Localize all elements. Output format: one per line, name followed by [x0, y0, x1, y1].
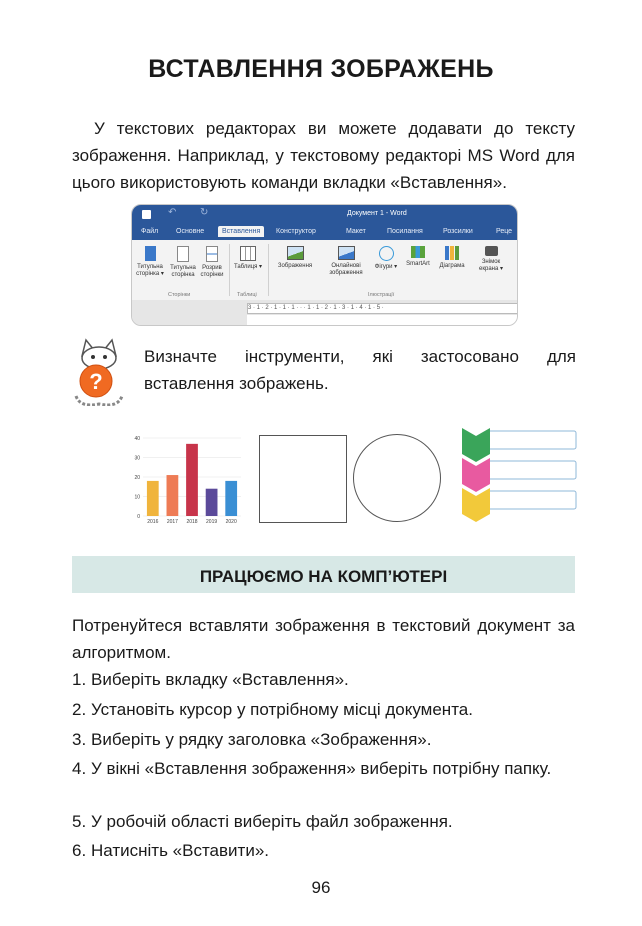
step-number: 6. — [72, 841, 87, 860]
group-tables: Таблиці — [237, 292, 257, 298]
word-ribbon-screenshot — [131, 204, 518, 326]
bar — [225, 481, 237, 516]
step-text: Установіть курсор у потрібному місці документа. — [91, 700, 473, 719]
screenshot-button[interactable] — [474, 246, 508, 273]
x-tick-label: 2020 — [225, 519, 237, 525]
x-tick-label: 2019 — [206, 519, 218, 525]
list-item — [72, 837, 575, 864]
cover-page-icon — [145, 246, 156, 261]
x-tick-label: 2018 — [186, 519, 198, 525]
tab-references[interactable]: Посилання — [387, 228, 423, 235]
x-tick-label: 2016 — [147, 519, 159, 525]
bar — [167, 475, 179, 516]
square-shape — [259, 435, 347, 523]
blank-page-icon — [177, 246, 189, 262]
smartart-label: SmartArt — [406, 261, 430, 267]
group-illustrations: Ілюстрації — [368, 292, 395, 298]
page-break-label: Розрив сторінки — [200, 265, 224, 278]
list-item — [72, 755, 575, 782]
shapes-label: Фігури ▾ — [374, 264, 398, 270]
svg-text:?: ? — [89, 369, 103, 394]
algorithm-intro: Потренуйтеся вставляти зображення в текстовий документ за алгоритмом. — [72, 616, 575, 662]
cat-question-icon — [72, 336, 126, 406]
table-button[interactable] — [233, 246, 263, 271]
y-tick-label: 30 — [134, 455, 140, 462]
ruler-strip — [247, 303, 518, 314]
step-number: 3. — [72, 730, 87, 749]
bar — [147, 481, 159, 516]
ribbon-body — [132, 240, 517, 300]
bar — [206, 489, 218, 516]
smartart-graphic — [458, 426, 580, 526]
x-tick-label: 2017 — [166, 519, 178, 525]
bar — [186, 444, 198, 516]
section-banner: ПРАЦЮЄМО НА КОМП’ЮТЕРІ — [72, 556, 575, 593]
save-icon — [142, 210, 151, 219]
blank-page-button[interactable] — [168, 246, 198, 279]
list-item — [72, 726, 575, 753]
step-number: 4. — [72, 759, 87, 778]
table-icon — [240, 246, 256, 261]
tab-file[interactable]: Файл — [141, 228, 159, 235]
camera-icon — [485, 246, 498, 256]
screenshot-label: Знімок екрана ▾ — [479, 259, 503, 272]
shapes-button[interactable] — [372, 246, 400, 271]
tab-mailings[interactable]: Розсилки — [443, 228, 473, 235]
redo-icon: ↻ — [200, 207, 209, 218]
page-break-icon — [206, 246, 218, 262]
chart-icon — [445, 246, 459, 260]
step-text: У робочій області виберіть файл зображення. — [91, 812, 453, 831]
y-tick-label: 10 — [134, 494, 140, 501]
y-tick-label: 20 — [134, 475, 140, 481]
tab-insert[interactable]: Вставлення — [218, 226, 264, 237]
blank-page-label: Титульна сторінка — [170, 265, 196, 278]
table-label: Таблиця ▾ — [233, 264, 263, 270]
tab-home[interactable]: Основне — [176, 228, 205, 235]
step-text: У вікні «Вставлення зображення» виберіть потрібну папку. — [91, 759, 552, 778]
page-number: 96 — [311, 878, 331, 897]
online-pictures-label: Онлайнові зображення — [329, 263, 363, 276]
circle-shape — [353, 434, 441, 522]
step-text: Виберіть у рядку заголовка «Зображення». — [91, 730, 432, 749]
tab-design[interactable]: Конструктор — [276, 228, 316, 235]
tab-layout[interactable]: Макет — [346, 228, 366, 235]
cover-page-button[interactable] — [134, 246, 166, 278]
step-number: 5. — [72, 812, 87, 831]
pictures-button[interactable] — [274, 246, 316, 270]
undo-icon: ↶ — [168, 207, 177, 218]
chart-label: Діаграма — [439, 263, 465, 269]
bar-chart — [127, 430, 247, 530]
task-text: Визначте інструменти, які застосовано для вставлення зображень. — [144, 347, 576, 393]
online-pictures-button[interactable] — [327, 246, 365, 277]
page-title: ВСТАВЛЕННЯ ЗОБРАЖЕНЬ — [148, 55, 494, 83]
ruler[interactable] — [132, 300, 517, 325]
pictures-icon — [287, 246, 304, 260]
page-break-button[interactable] — [200, 246, 224, 279]
shapes-icon — [379, 246, 394, 261]
list-item — [72, 696, 575, 723]
y-tick-label: 0 — [137, 514, 140, 520]
online-pictures-icon — [338, 246, 355, 260]
step-text: Натисніть «Вставити». — [91, 841, 270, 860]
step-text: Виберіть вкладку «Вставлення». — [91, 670, 349, 689]
ribbon-titlebar — [132, 205, 517, 224]
group-pages: Сторінки — [168, 292, 191, 298]
pictures-label: Зображення — [277, 263, 313, 269]
smartart-button[interactable] — [402, 246, 434, 268]
window-title: Документ 1 - Word — [347, 210, 407, 217]
document-page — [247, 315, 517, 325]
step-number: 1. — [72, 670, 87, 689]
list-item — [72, 666, 575, 693]
step-number: 2. — [72, 700, 87, 719]
group-divider — [268, 244, 269, 296]
group-divider — [229, 244, 230, 296]
ribbon-tabs — [132, 224, 517, 240]
y-tick-label: 40 — [134, 436, 140, 442]
smartart-icon — [411, 246, 425, 258]
tab-review[interactable]: Реце — [496, 228, 513, 235]
intro-paragraph: У текстових редакторах ви можете додавати до тексту зображення. Наприклад, у текстовому редакторі MS Word для цього використовують команди вкладки «Вставлення». — [72, 119, 575, 192]
cover-page-label: Титульна сторінка ▾ — [136, 264, 164, 277]
chart-button[interactable] — [436, 246, 468, 270]
ruler-marks: 3 · 1 · 2 · 1 · 1 · 1 · · · 1 · 1 · 2 · 1 · 3 · 1 · 4 · 1 · 5 · — [248, 305, 384, 311]
list-item — [72, 808, 575, 835]
